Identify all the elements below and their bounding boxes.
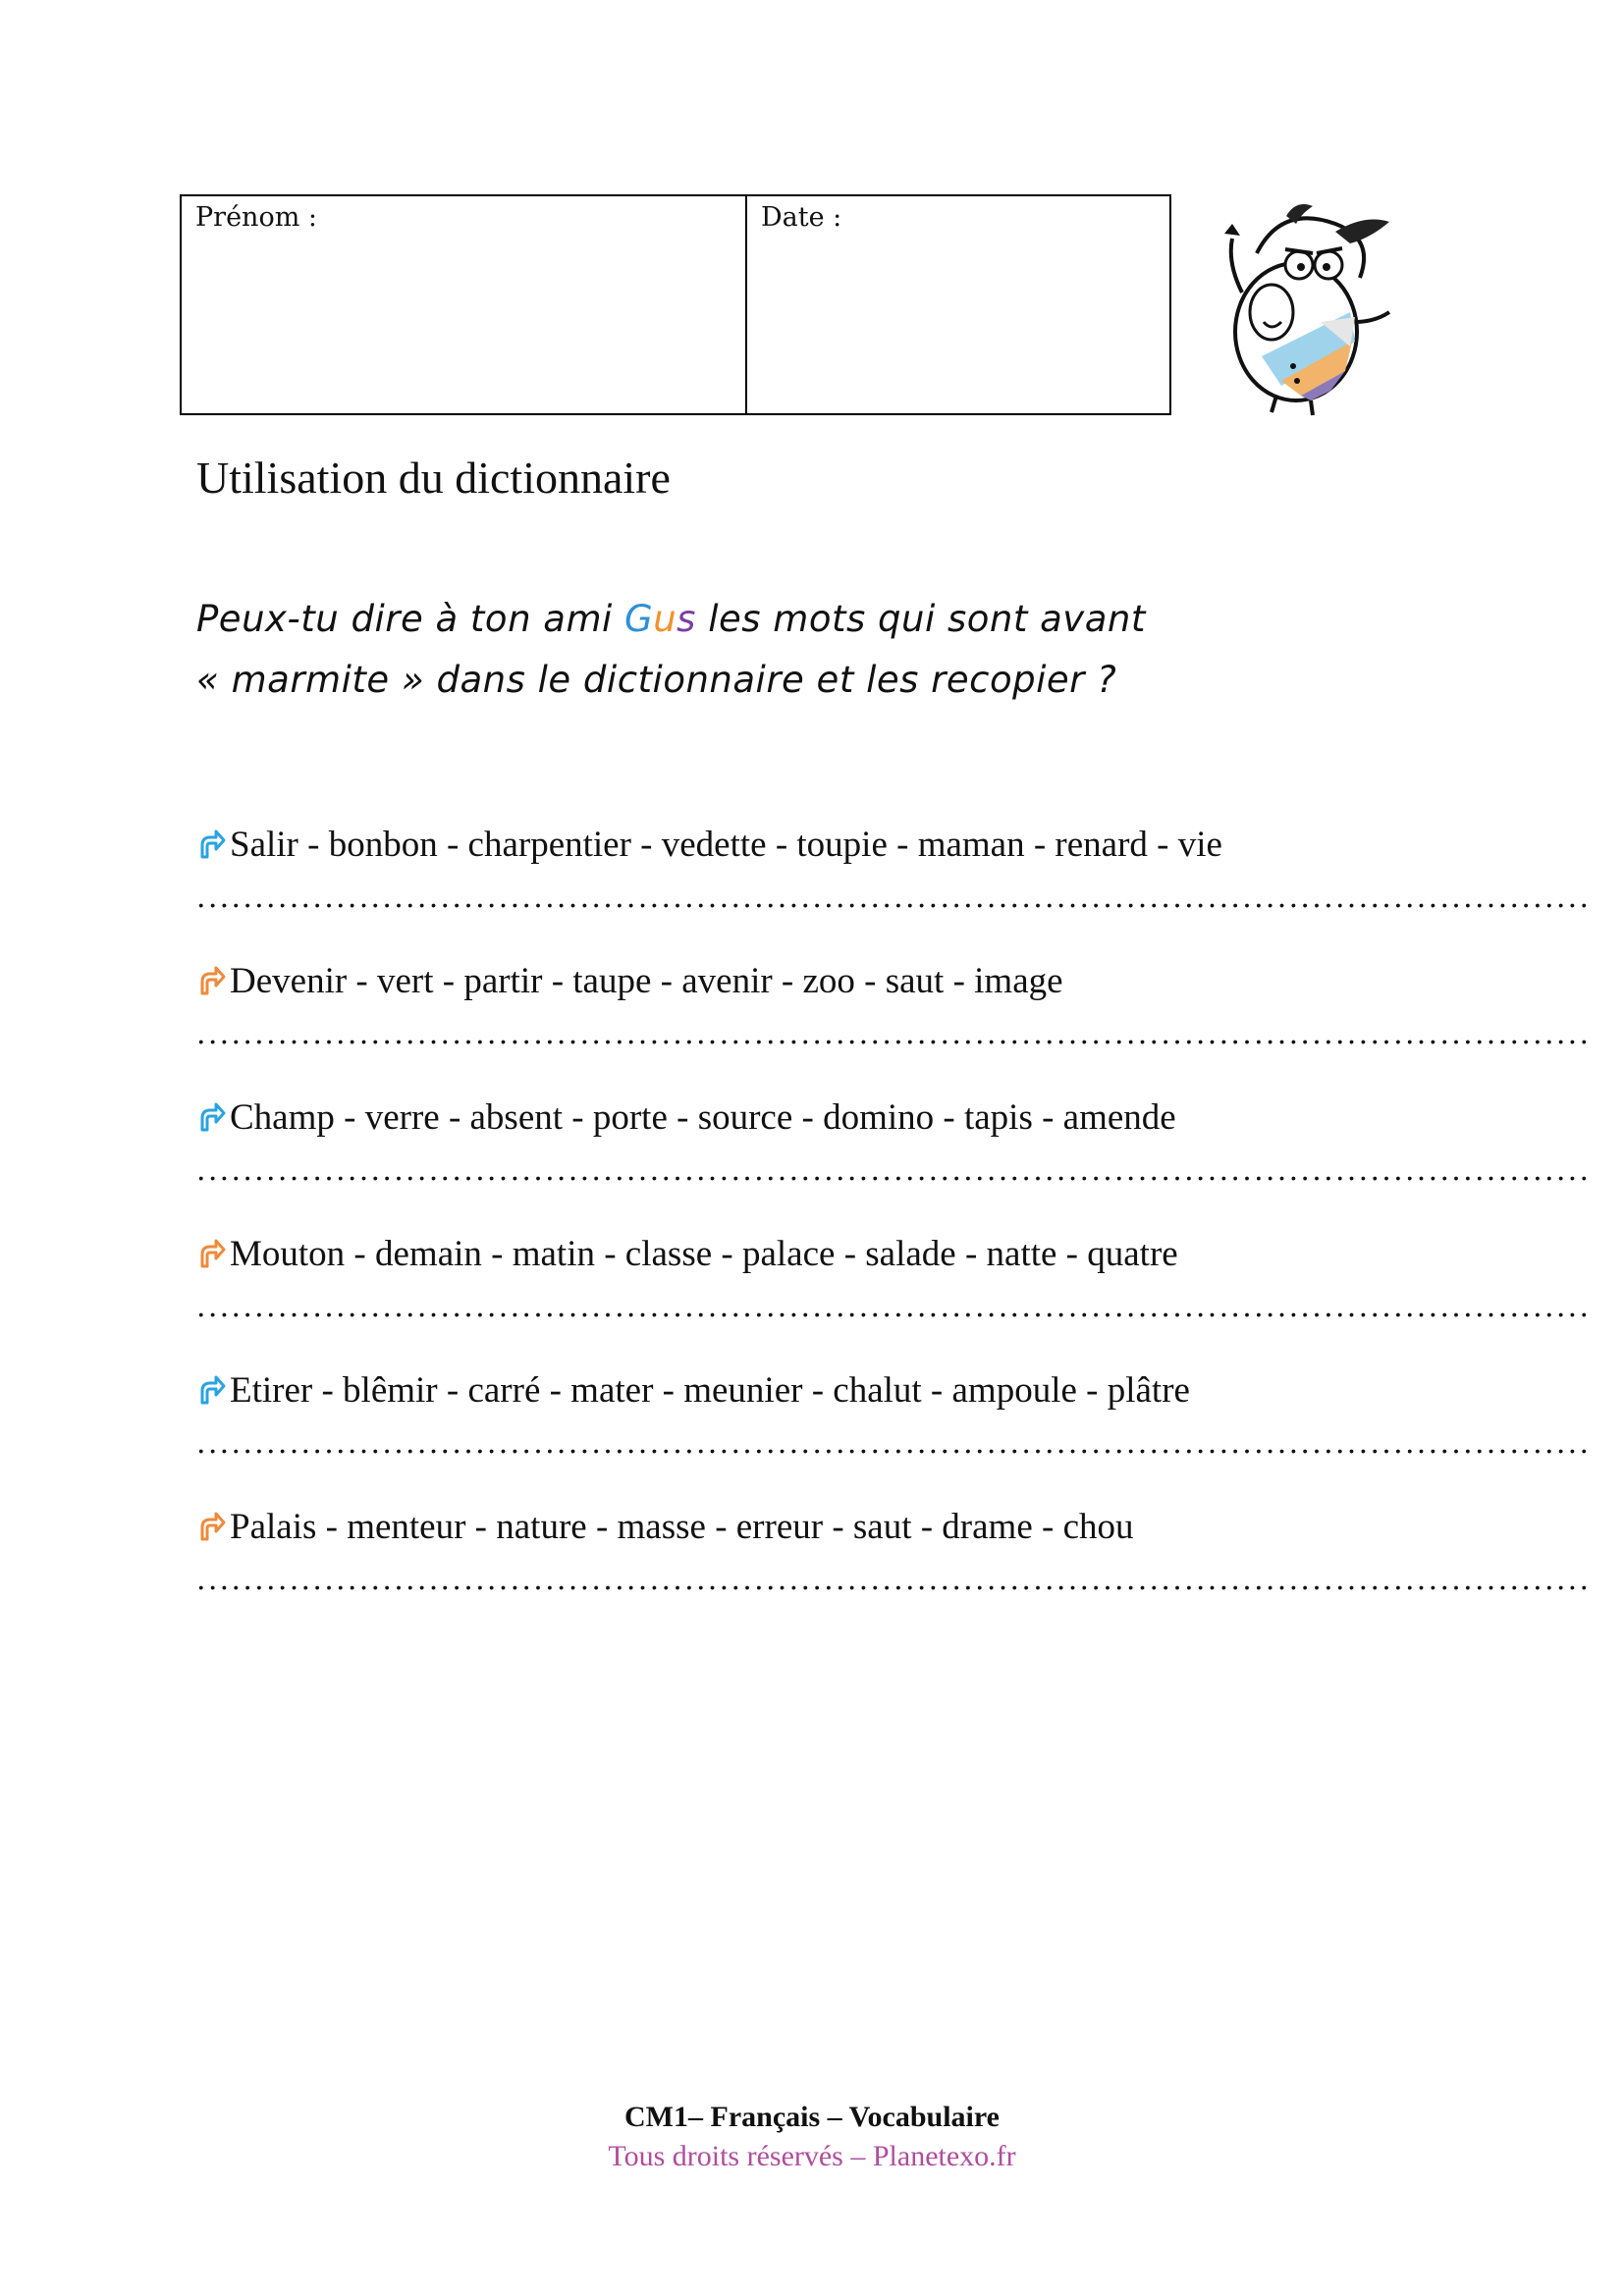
arrow-orange-icon bbox=[196, 964, 226, 997]
answer-line[interactable]: ........................................................................................................................ bbox=[196, 1563, 1592, 1597]
word-list: Devenir - vert - partir - taupe - avenir - zoo - saut - image bbox=[230, 960, 1063, 1001]
arrow-blue-icon bbox=[196, 1100, 226, 1134]
footer-subject: CM1– Français – Vocabulaire bbox=[624, 2101, 1000, 2133]
answer-line[interactable]: ........................................................................................................................ bbox=[196, 1153, 1592, 1188]
exercise-item bbox=[196, 1361, 1592, 1497]
exercise-item bbox=[196, 1497, 1592, 1633]
name-date-box bbox=[180, 194, 1171, 415]
word-list: Palais - menteur - nature - masse - erreur - saut - drame - chou bbox=[230, 1506, 1134, 1547]
word-list: Etirer - blêmir - carré - mater - meunier - chalut - ampoule - plâtre bbox=[230, 1369, 1190, 1411]
word-list: Mouton - demain - matin - classe - palace - salade - natte - quatre bbox=[230, 1233, 1178, 1274]
answer-line[interactable]: ........................................................................................................................ bbox=[196, 1290, 1592, 1324]
arrow-blue-icon bbox=[196, 1373, 226, 1407]
word-list: Champ - verre - absent - porte - source - domino - tapis - amende bbox=[230, 1096, 1176, 1138]
arrow-blue-icon bbox=[196, 828, 226, 861]
instructions-line-1: Peux-tu dire à ton ami Gus les mots qui sont avant bbox=[196, 598, 1146, 640]
word-list: Salir - bonbon - charpentier - vedette - toupie - maman - renard - vie bbox=[230, 824, 1222, 865]
prenom-field[interactable] bbox=[182, 196, 747, 413]
footer-copyright: Tous droits réservés – Planetexo.fr bbox=[608, 2140, 1016, 2172]
instructions-line-2: « marmite » dans le dictionnaire et les recopier ? bbox=[196, 659, 1117, 701]
date-label: Date : bbox=[761, 202, 842, 233]
exercise-item bbox=[196, 1088, 1592, 1224]
exercise-item bbox=[196, 951, 1592, 1088]
arrow-orange-icon bbox=[196, 1510, 226, 1543]
exercise-item bbox=[196, 1224, 1592, 1361]
answer-line[interactable]: ........................................................................................................................ bbox=[196, 1426, 1592, 1461]
prenom-label: Prénom : bbox=[195, 202, 317, 233]
answer-line[interactable]: ........................................................................................................................ bbox=[196, 1017, 1592, 1051]
answer-line[interactable]: ........................................................................................................................ bbox=[196, 881, 1592, 915]
exercise-list bbox=[196, 815, 1592, 1633]
instructions bbox=[196, 589, 1375, 711]
page-title: Utilisation du dictionnaire bbox=[196, 453, 671, 503]
arrow-orange-icon bbox=[196, 1237, 226, 1270]
gus-mascot-icon bbox=[1203, 194, 1409, 420]
date-field[interactable] bbox=[747, 196, 1169, 413]
exercise-item bbox=[196, 815, 1592, 951]
